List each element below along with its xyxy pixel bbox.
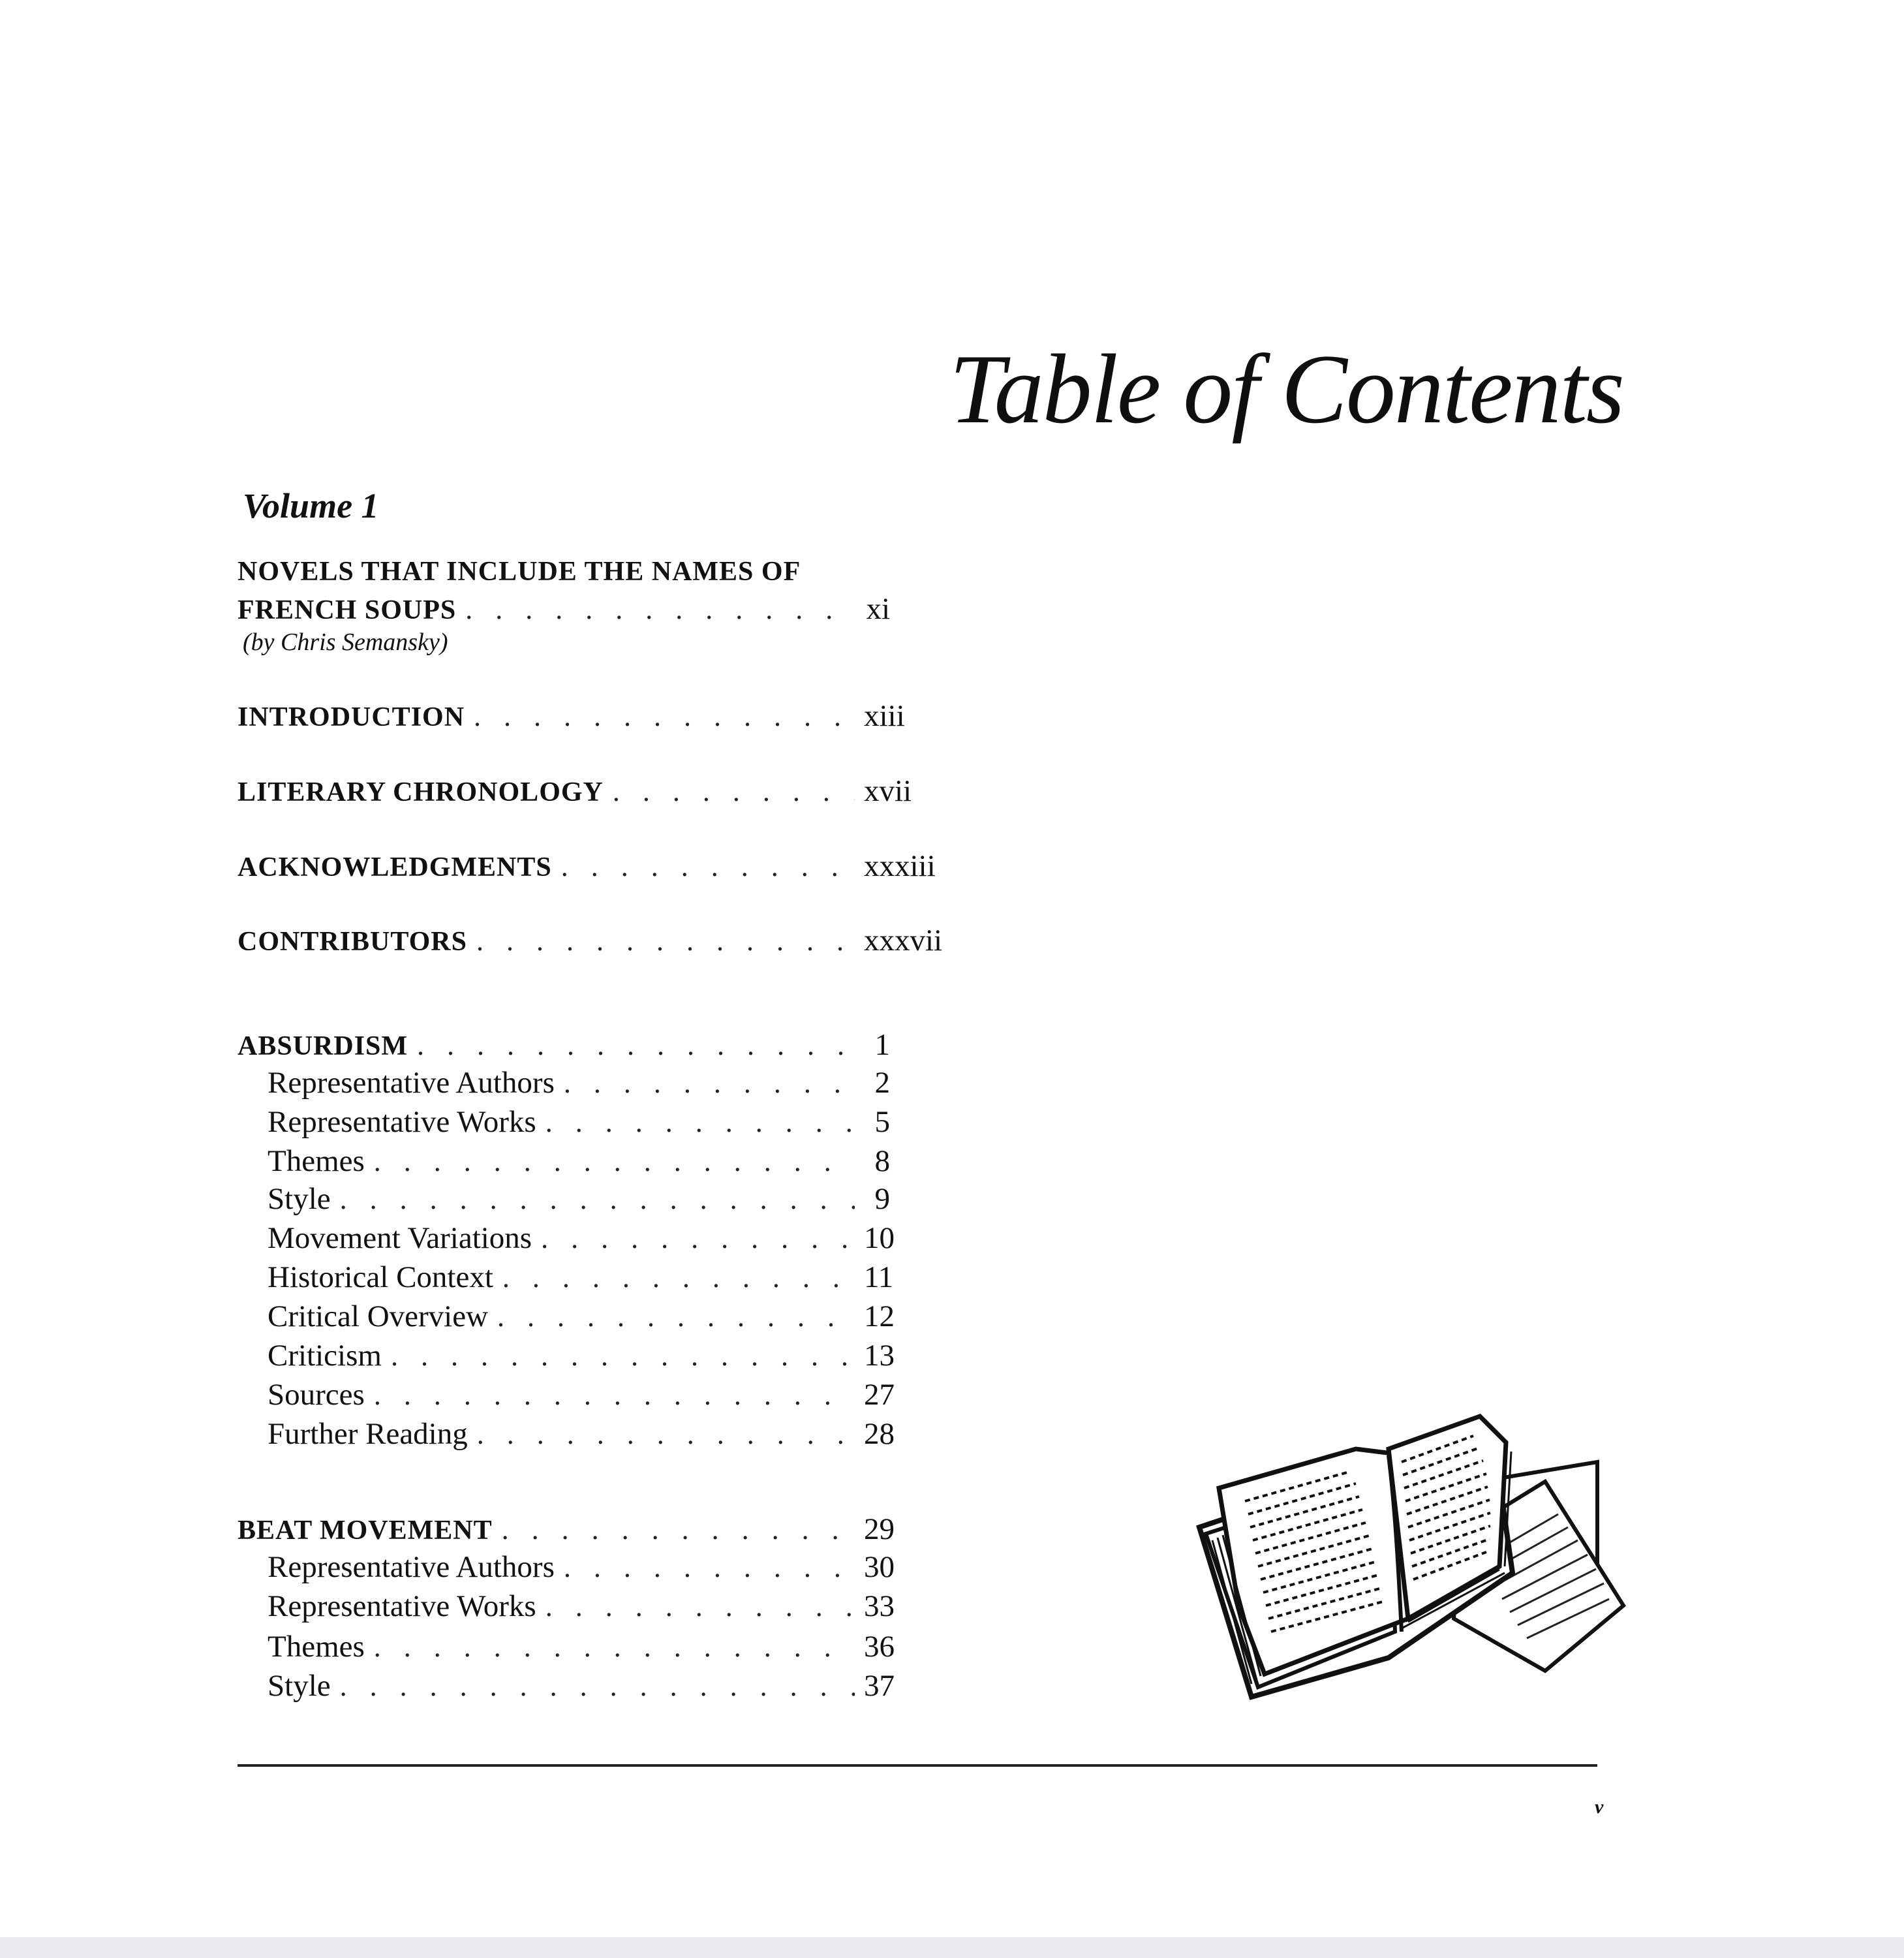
toc-entry-label: Representative Works: [268, 1589, 536, 1623]
volume-heading: Volume 1: [243, 486, 379, 525]
toc-entry-label: INTRODUCTION: [238, 702, 465, 732]
toc-entry-label: Criticism: [268, 1339, 382, 1373]
toc-entry-label: FRENCH SOUPS: [238, 595, 457, 625]
toc-entry-poem[interactable]: [238, 591, 890, 627]
poem-title-line-1: NOVELS THAT INCLUDE THE NAMES OF: [238, 557, 801, 587]
toc-entry-page: xvii: [864, 774, 912, 808]
toc-entry-label: Themes: [268, 1630, 365, 1664]
toc-subentry[interactable]: [238, 1668, 895, 1703]
toc-section-heading[interactable]: [238, 1027, 890, 1063]
dot-leader: [391, 1339, 855, 1373]
toc-subentry[interactable]: [238, 1260, 894, 1295]
toc-subentry[interactable]: [238, 1589, 895, 1624]
toc-entry-label: Style: [268, 1182, 331, 1216]
toc-entry-page: 28: [864, 1417, 895, 1451]
toc-entry-page: 2: [874, 1066, 890, 1100]
toc-entry-page: 36: [864, 1630, 895, 1664]
open-book-icon: [1193, 1410, 1636, 1710]
toc-entry-label: Movement Variations: [268, 1221, 532, 1255]
dot-leader: [340, 1670, 855, 1703]
toc-entry-label: Representative Works: [268, 1105, 536, 1139]
toc-entry-page: 29: [864, 1512, 895, 1546]
dot-leader: [374, 1378, 855, 1412]
toc-entry-label: Historical Context: [268, 1260, 493, 1294]
toc-entry-page: 10: [864, 1221, 895, 1255]
toc-entry-page: 9: [874, 1182, 890, 1216]
toc-subentry[interactable]: [238, 1549, 895, 1585]
toc-entry-label: Representative Authors: [268, 1550, 555, 1584]
toc-entry-label: Further Reading: [268, 1417, 468, 1451]
dot-leader: [502, 1261, 855, 1294]
toc-subentry[interactable]: [238, 1338, 895, 1373]
toc-subentry[interactable]: [238, 1629, 895, 1664]
toc-subentry[interactable]: [238, 1299, 895, 1334]
dot-leader: [374, 1145, 855, 1178]
poem-byline: (by Chris Semansky): [243, 629, 448, 656]
toc-entry-introduction[interactable]: [238, 698, 905, 734]
toc-entry-page: 1: [874, 1028, 890, 1062]
toc-entry-contributors[interactable]: [238, 923, 943, 958]
toc-entry-page: 8: [874, 1144, 890, 1178]
toc-entry-literary-chronology[interactable]: [238, 773, 912, 809]
toc-entry-page: 37: [864, 1669, 895, 1703]
toc-entry-label: BEAT MOVEMENT: [238, 1515, 493, 1546]
scan-edge: [0, 1937, 1904, 1958]
toc-entry-label: CONTRIBUTORS: [238, 927, 467, 957]
dot-leader: [613, 775, 855, 808]
toc-entry-label: Critical Overview: [268, 1299, 489, 1333]
toc-entry-page: 12: [864, 1299, 895, 1333]
toc-entry-page: 27: [864, 1378, 895, 1412]
dot-leader: [564, 1066, 855, 1100]
toc-entry-page: 5: [874, 1105, 890, 1139]
toc-entry-label: Themes: [268, 1144, 365, 1178]
toc-subentry[interactable]: [238, 1065, 890, 1100]
dot-leader: [561, 850, 855, 883]
dot-leader: [541, 1222, 855, 1255]
dot-leader: [497, 1300, 855, 1333]
dot-leader: [502, 1513, 855, 1546]
dot-leader: [545, 1590, 855, 1623]
dot-leader: [564, 1551, 855, 1584]
dot-leader: [340, 1183, 855, 1216]
toc-entry-page: xxxiii: [864, 849, 936, 883]
toc-entry-label: ACKNOWLEDGMENTS: [238, 852, 552, 882]
toc-entry-page: xi: [866, 592, 890, 626]
toc-entry-page: xxxvii: [864, 924, 943, 957]
toc-section-heading[interactable]: [238, 1512, 895, 1547]
dot-leader: [374, 1630, 855, 1664]
dot-leader: [474, 700, 855, 733]
dot-leader: [465, 593, 855, 626]
toc-subentry[interactable]: [238, 1377, 895, 1412]
page-title: Table of Contents: [949, 334, 1623, 444]
toc-entry-page: 13: [864, 1339, 895, 1373]
toc-entry-page: xiii: [864, 699, 905, 733]
dot-leader: [477, 1418, 855, 1451]
toc-entry-label: LITERARY CHRONOLOGY: [238, 777, 604, 807]
toc-subentry[interactable]: [238, 1220, 895, 1256]
toc-entry-acknowledgments[interactable]: [238, 848, 936, 884]
toc-subentry[interactable]: [238, 1143, 890, 1179]
toc-entry-label: ABSURDISM: [238, 1031, 408, 1061]
dot-leader: [417, 1029, 855, 1062]
page-number: v: [1595, 1796, 1604, 1818]
toc-entry-label: Style: [268, 1669, 331, 1703]
toc-subentry[interactable]: [238, 1104, 890, 1140]
dot-leader: [545, 1106, 855, 1139]
toc-entry-label: Representative Authors: [268, 1066, 555, 1100]
dot-leader: [476, 924, 855, 957]
toc-entry-page: 33: [864, 1589, 895, 1623]
toc-subentry[interactable]: [238, 1416, 895, 1452]
toc-entry-label: Sources: [268, 1378, 365, 1412]
toc-entry-page: 11: [864, 1260, 894, 1294]
footer-rule: [238, 1764, 1597, 1767]
toc-subentry[interactable]: [238, 1181, 890, 1217]
toc-entry-page: 30: [864, 1550, 895, 1584]
